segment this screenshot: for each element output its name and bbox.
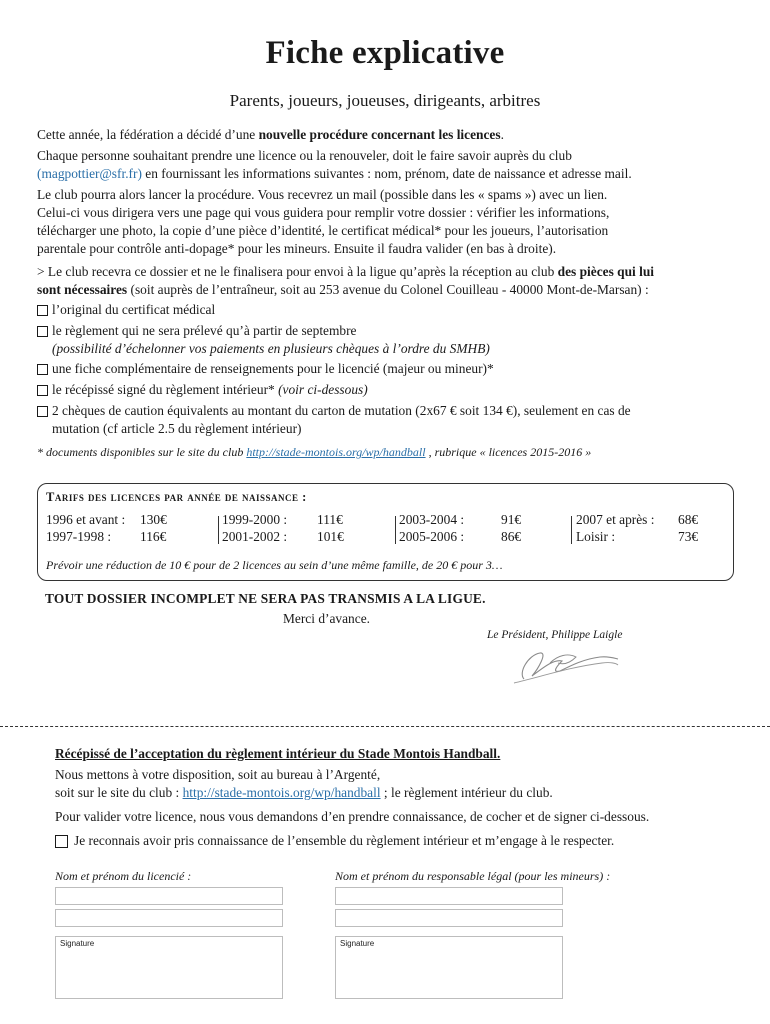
tarif-row: 1999-2000 : 111€ bbox=[222, 512, 343, 527]
president-name: Le Président, Philippe Laigle bbox=[487, 629, 623, 641]
checklist-item-fiche: une fiche complémentaire de renseignements pour le licencié (majeur ou mineur)* bbox=[37, 360, 737, 378]
intro-paragraph-2: Chaque personne souhaitant prendre une licence ou la renouveler, doit le faire savoir auprès du club (magpottier@sfr.fr) en fournissant les informations suivantes : nom, prénom, date de naissance et adresse mail. bbox=[37, 148, 632, 181]
tarifs-divider bbox=[218, 516, 219, 544]
cut-line-divider bbox=[0, 726, 770, 727]
checkbox-square-icon bbox=[37, 406, 48, 417]
tarifs-divider bbox=[395, 516, 396, 544]
licencie-name-field-1[interactable] bbox=[55, 887, 283, 905]
tarif-row: Loisir : 73€ bbox=[576, 529, 699, 544]
receipt-paragraph: Nous mettons à votre disposition, soit au bureau à l’Argenté, soit sur le site du club : http://stade-montois.org/wp/handball ; le règlement intérieur du club. bbox=[55, 767, 553, 800]
checklist-item-certificat: l’original du certificat médical bbox=[37, 301, 737, 319]
licencie-name-field-2[interactable] bbox=[55, 909, 283, 927]
checkbox-square-icon bbox=[37, 305, 48, 316]
responsable-name-field-1[interactable] bbox=[335, 887, 563, 905]
checkbox-square-icon bbox=[37, 326, 48, 337]
tarifs-column-2 bbox=[222, 511, 392, 545]
tarifs-box bbox=[37, 483, 734, 581]
receipt-title: Récépissé de l’acceptation du règlement intérieur du Stade Montois Handball. bbox=[55, 746, 501, 761]
thanks-text: Merci d’avance. bbox=[283, 611, 370, 626]
tarif-row: 2003-2004 : 91€ bbox=[399, 512, 522, 527]
tarif-row: 1997-1998 : 116€ bbox=[46, 529, 167, 544]
intro-paragraph-4: > Le club recevra ce dossier et ne le finalisera pour envoi à la ligue qu’après la réception au club des pièces qui lui sont nécessaires (soit auprès de l’entraîneur, soit au 253 avenue du Colonel Couilleau - 40000 Mont-de-Marsan) : bbox=[37, 264, 654, 297]
tarif-row: 2007 et après : 68€ bbox=[576, 512, 699, 527]
tarifs-column-4 bbox=[576, 511, 726, 545]
tarif-row: 1996 et avant : 130€ bbox=[46, 512, 167, 527]
page-title: Fiche explicative bbox=[265, 35, 505, 71]
intro-paragraph-3: Le club pourra alors lancer la procédure. Vous recevrez un mail (possible dans les « spams ») avec un lien. Celui-ci vous dirigera vers une page qui vous guidera pour remplir votre dossier : vérifier les informations, télécharger une photo, la copie d’une pièce d’identité, le certificat médical* pour les joueurs, l’autorisation parentale pour contrôle anti-dopage* pour les mineurs. Ensuite il faudra valider (en bas à droite). bbox=[37, 187, 610, 256]
page-subtitle: Parents, joueurs, joueuses, dirigeants, arbitres bbox=[229, 91, 541, 110]
president-signature bbox=[510, 643, 620, 685]
incomplete-warning: TOUT DOSSIER INCOMPLET NE SERA PAS TRANSMIS A LA LIGUE. bbox=[45, 591, 486, 606]
tarifs-column-3 bbox=[399, 511, 569, 545]
tarif-row: 2001-2002 : 101€ bbox=[222, 529, 344, 544]
licencie-signature-field[interactable] bbox=[55, 936, 283, 999]
acceptance-checkbox[interactable] bbox=[55, 835, 68, 848]
tarifs-divider bbox=[571, 516, 572, 544]
label-licencie: Nom et prénom du licencié : bbox=[55, 869, 192, 883]
checklist-item-cheques: 2 chèques de caution équivalents au montant du carton de mutation (2x67 € soit 134 €), seulement en cas de mutation (cf article 2.5 du règlement intérieur) bbox=[37, 402, 737, 438]
footnote: * documents disponibles sur le site du club http://stade-montois.org/wp/handball , rubrique « licences 2015-2016 » bbox=[37, 445, 592, 459]
responsable-signature-field[interactable] bbox=[335, 936, 563, 999]
tarifs-column-1 bbox=[46, 511, 216, 545]
label-responsable: Nom et prénom du responsable légal (pour les mineurs) : bbox=[335, 869, 611, 883]
acceptance-row bbox=[55, 832, 755, 850]
tarif-row: 2005-2006 : 86€ bbox=[399, 529, 522, 544]
intro-paragraph-1: Cette année, la fédération a décidé d’une nouvelle procédure concernant les licences. bbox=[37, 127, 504, 142]
receipt-instructions: Pour valider votre licence, nous vous demandons d’en prendre connaissance, de cocher et de signer ci-dessous. bbox=[55, 809, 650, 824]
acceptance-label: Je reconnais avoir pris connaissance de l’ensemble du règlement intérieur et m’engage à le respecter. bbox=[74, 833, 615, 848]
club-email-link[interactable]: (magpottier@sfr.fr) bbox=[37, 166, 142, 181]
club-website-link[interactable]: http://stade-montois.org/wp/handball bbox=[246, 445, 426, 459]
reglement-link[interactable]: http://stade-montois.org/wp/handball bbox=[182, 785, 381, 800]
tarifs-discount-note: Prévoir une réduction de 10 € pour de 2 licences au sein d’une même famille, de 20 € pour 3… bbox=[46, 558, 503, 572]
intro-bold-procedure: nouvelle procédure concernant les licences bbox=[258, 127, 501, 142]
responsable-name-field-2[interactable] bbox=[335, 909, 563, 927]
checkbox-square-icon bbox=[37, 364, 48, 375]
signature-label: Signature bbox=[60, 939, 95, 948]
checklist-item-reglement: le règlement qui ne sera prélevé qu’à partir de septembre (possibilité d’échelonner vos paiements en plusieurs chèques à l’ordre du SMHB) bbox=[37, 322, 737, 358]
checkbox-square-icon bbox=[37, 385, 48, 396]
signature-label: Signature bbox=[340, 939, 375, 948]
tarifs-title: Tarifs des licences par année de naissance : bbox=[46, 490, 307, 504]
checklist-item-recepisse: le récépissé signé du règlement intérieur* (voir ci-dessous) bbox=[37, 381, 737, 399]
